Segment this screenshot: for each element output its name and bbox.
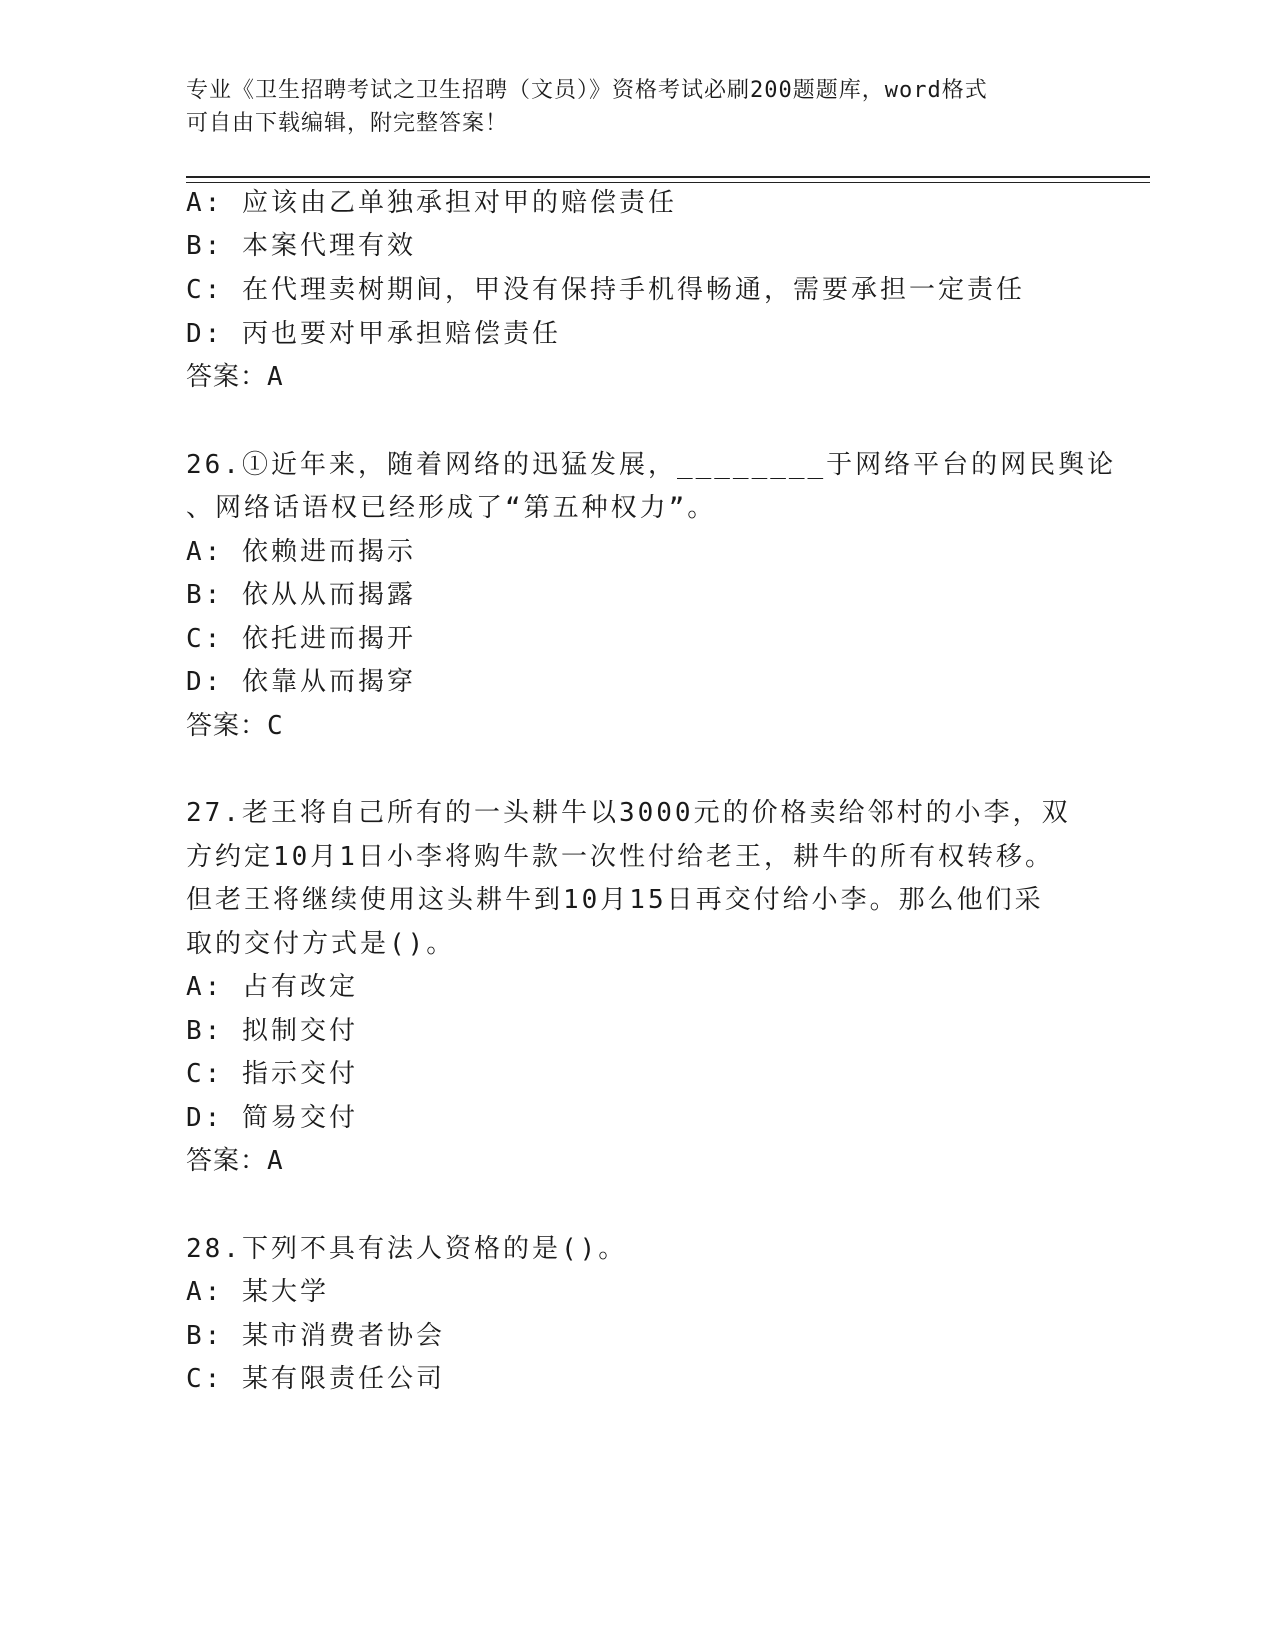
q27-option-a: A: 占有改定 — [186, 972, 358, 1002]
header-rule-thick — [186, 176, 1150, 178]
q26-stem-line-1: 26.①近年来，随着网络的迅猛发展，________于网络平台的网民舆论 — [186, 450, 1117, 480]
q27-stem-line-2: 方约定10月1日小李将购牛款一次性付给老王，耕牛的所有权转移。 — [186, 842, 1054, 872]
q27-stem-line-1: 27.老王将自己所有的一头耕牛以3000元的价格卖给邻村的小李，双 — [186, 798, 1071, 828]
q26-answer: 答案：C — [186, 711, 284, 741]
q28-option-c: C: 某有限责任公司 — [186, 1364, 445, 1394]
q26-option-d: D: 依靠从而揭穿 — [186, 667, 416, 697]
q25-answer: 答案：A — [186, 362, 284, 392]
q27-option-c: C: 指示交付 — [186, 1059, 358, 1089]
page-header — [186, 74, 1066, 140]
header-rule-thin — [186, 182, 1150, 183]
q27-option-d: D: 简易交付 — [186, 1103, 358, 1133]
header-line-2: 可自由下载编辑，附完整答案！ — [186, 111, 509, 136]
q28-stem-line-1: 28.下列不具有法人资格的是()。 — [186, 1234, 628, 1264]
q25-option-a: A: 应该由乙单独承担对甲的赔偿责任 — [186, 188, 677, 218]
q27-answer: 答案：A — [186, 1146, 284, 1176]
q25-option-c: C: 在代理卖树期间，甲没有保持手机得畅通，需要承担一定责任 — [186, 275, 1025, 305]
q27-stem-line-3: 但老王将继续使用这头耕牛到10月15日再交付给小李。那么他们采 — [186, 885, 1044, 915]
header-line-1: 专业《卫生招聘考试之卫生招聘（文员）》资格考试必刷200题题库，word格式 — [186, 78, 988, 103]
q25-option-d: D: 丙也要对甲承担赔偿责任 — [186, 319, 561, 349]
q25-option-b: B: 本案代理有效 — [186, 231, 416, 261]
q26-stem-line-2: 、网络话语权已经形成了“第五种权力”。 — [186, 493, 717, 523]
q27-stem-line-4: 取的交付方式是()。 — [186, 929, 456, 959]
q26-option-c: C: 依托进而揭开 — [186, 624, 416, 654]
q27-option-b: B: 拟制交付 — [186, 1016, 358, 1046]
q28-option-b: B: 某市消费者协会 — [186, 1321, 445, 1351]
q28-option-a: A: 某大学 — [186, 1277, 329, 1307]
q26-option-b: B: 依从从而揭露 — [186, 580, 416, 610]
q26-option-a: A: 依赖进而揭示 — [186, 537, 416, 567]
